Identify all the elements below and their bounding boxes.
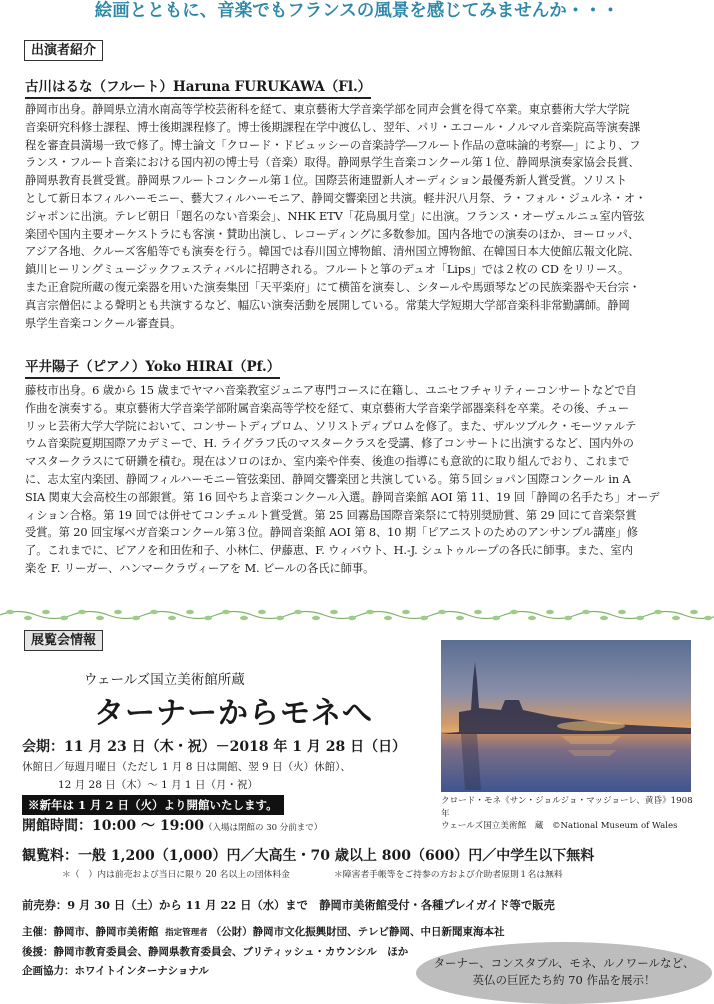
bio-line: 音楽研究科修士課程、博士後期課程修了。博士後期課程在学中渡仏し、翌年、パリ・エコール・ノルマル音楽院高等演奏課 (25, 120, 641, 134)
bio-line: ウム音楽院夏期国際アカデミーで、H. ライグラフ氏のマスタークラスを受講、修了コンサートに出演するなど、国内外の (25, 437, 634, 451)
bio-line: 楽を F. リーガー、ハンマークラヴィーアを M. ビールの各氏に師事。 (25, 561, 375, 575)
bio-line: として新日本フィルハーモニー、藝大フィルハーモニア、静岡交響楽団と共演。軽井沢八月祭、ラ・フォル・ジュルネ・オ・ (25, 191, 647, 205)
admission-fee: 観覧料：一般 1,200（1,000）円／大高生・70 歳以上 800（600）円／中学生以下無料 (22, 848, 595, 864)
organizer-info (22, 924, 504, 939)
bio-line: 了。これまでに、ピアノを和田佐和子、小林仁、伊藤恵、F. ウィバウト、H.-J. シュトゥループの各氏に師事。また、室内 (25, 544, 633, 558)
bio-line: リッヒ芸術大学大学院において、コンサートディプロム、ソリストディプロムを修了。また、ザルツブルク・モーツァルテ (25, 419, 637, 433)
performer-2-bio (25, 382, 705, 578)
new-year-notice: ※新年は 1 月 2 日（火）より開館いたします。 (22, 795, 284, 815)
monet-painting-image (441, 640, 691, 792)
exhibition-period: 会期：11 月 23 日（木・祝）－2018 年 1 月 28 日（日） (22, 739, 407, 755)
hours-note: （入場は閉館の 30 分前まで） (204, 823, 323, 833)
admission-note-2: ＊障害者手帳等をご持参の方および介助者原則１名は無料 (334, 870, 563, 880)
bio-line: ジャポンに出演。テレビ朝日「題名のない音楽会」、NHK ETV「花鳥風月堂」に出演。フランス・オーヴェルニュ室内管弦 (25, 209, 645, 223)
bio-line: 藤枝市出身。6 歳から 15 歳までヤマハ音楽教室ジュニア専門コースに在籍し、ユニセフチャリティーコンサートなどで自 (25, 384, 637, 397)
bio-line: 作曲を演奏する。東京藝術大学音楽学部附属音楽高等学校を経て、東京藝術大学音楽学部器楽科を卒業。その後、チュー (25, 401, 630, 415)
organizer-rest: （公財）静岡市文化振興財団、テレビ静岡、中日新聞東海本社 (210, 926, 505, 938)
performer-2-name: 平井陽子（ピアノ）Yoko HIRAI（Pf.） (25, 358, 280, 379)
closed-days-1: 休館日／毎週月曜日（ただし 1 月 8 日は開館、翌 9 日（火）休館）、 (22, 761, 351, 773)
bio-line: 県学生音楽コンクール審査員。 (25, 316, 182, 330)
cooperation-info: 企画協力：ホワイトインターナショナル (22, 965, 209, 977)
bio-line: に、志太室内楽団、静岡フィルハーモニー管弦楽団、静岡交響楽団と共演している。第５回ショパン国際コンクール in A (25, 472, 631, 486)
closed-days-2: 12 月 28 日（木）～ 1 月 1 日（月・祝） (58, 779, 258, 791)
exhibition-title: ターナーからモネへ (94, 696, 373, 731)
bio-line: マスタークラスにて研鑽を積む。現在はソロのほか、室内楽や伴奏、後進の指導にも意欲的に取り組んでおり、これまで (25, 455, 630, 469)
bio-line: ィション合格。第 19 回では併せてコンチェルト賞受賞。第 25 回霧島国際音楽祭にて特別奨励賞、第 29 回にて音楽祭賞 (25, 508, 637, 522)
bio-line: SIA 関東大会高校生の部銀賞。第 16 回やちよ音楽コンクール入選。静岡音楽館 AOI 第 11、19 回「静岡の名手たち」オーデ (25, 490, 660, 504)
hours-label: 開館時間：10:00 ～ 19:00 (22, 818, 205, 834)
organizer-label: 主催：静岡市、静岡市美術館 (22, 926, 159, 938)
bio-line: ランス・フルート音楽における国内初の博士号（音楽）取得。静岡県学生音楽コンクール第１位、静岡県演奏家協会長賞、 (25, 156, 640, 170)
presale-info: 前売券：9 月 30 日（土）から 11 月 22 日（水）まで 静岡市美術館受付・各種プレイガイド等で販売 (22, 898, 555, 912)
bio-line: アジア各地、クルーズ客船等でも演奏を行う。韓国では春川国立博物館、清州国立博物館、在韓国日本大使館広報文化院、 (25, 245, 640, 259)
painting-caption (441, 795, 703, 833)
performer-1-bio (25, 101, 705, 332)
bio-line: 真言宗僧侶による聲明とも共演するなど、幅広い演奏活動を展開している。常葉大学短期大学部音楽科非常勤講師。静岡 (25, 298, 630, 312)
admission-note-1: ＊（ ）内は前売および当日に限り 20 名以上の団体料金 (62, 870, 290, 880)
bio-line: 静岡市出身。静岡県立清水南高等学校芸術科を経て、東京藝術大学音楽学部を同声会賞を得て卒業。東京藝術大学大学院 (25, 103, 630, 116)
callout-line: 英仏の巨匠たち約 70 作品を展示！ (472, 973, 656, 987)
performer-1-name: 古川はるな（フルート）Haruna FURUKAWA（Fl.） (25, 78, 371, 99)
callout-text (416, 955, 712, 989)
bio-line: 静岡県教育長賞受賞。静岡県フルートコンクール第１位。国際芸術連盟新人オーディション最優秀新人賞受賞。ソリスト (25, 174, 627, 188)
caption-line: ウェールズ国立美術館 蔵 ©National Museum of Wales (441, 821, 678, 831)
designated-manager-label: 指定管理者 (165, 928, 208, 938)
bio-line: 程を審査員満場一致で修了。博士論文「クロード・ドビュッシーの音楽詩学―フルート作品の意味論的考察―」により、フ (25, 138, 641, 152)
performers-section-label: 出演者紹介 (24, 40, 103, 61)
bio-line: 鎮川ヒーリングミュージックフェスティバルに招聘される。フルートと箏のデュオ「Lips」では２枚の CD をリリース。 (25, 263, 630, 277)
callout-line: ターナー、コンスタブル、モネ、ルノワールなど、 (433, 956, 695, 970)
caption-line: クロード・モネ《サン・ジョルジョ・マッジョーレ、黄昏》1908 年 (441, 796, 693, 819)
opening-hours (22, 815, 322, 835)
bio-line: 楽団や国内主要オーケストラにも客演・賛助出演し、レコーディングに多数参加。国内各地での演奏のほか、ヨーロッパ、 (25, 227, 640, 241)
bio-line: また正倉院所蔵の復元楽器を用いた演奏集団「天平楽府」にて横笛を演奏し、シタールや馬頭琴などの民族楽器や天台宗・ (25, 280, 641, 294)
vine-divider-decoration (0, 606, 714, 624)
bio-line: 受賞。第 20 回宝塚ベガ音楽コンクール第３位。静岡音楽館 AOI 第 8、10 期「ピアニストのためのアンサンブル講座」修 (25, 526, 638, 540)
exhibition-subtitle: ウェールズ国立美術館所蔵 (84, 672, 245, 688)
page-header: 絵画とともに、音楽でもフランスの風景を感じてみませんか・・・ (94, 1, 620, 21)
support-info: 後援：静岡市教育委員会、静岡県教育委員会、ブリティッシュ・カウンシル ほか (22, 946, 409, 958)
exhibition-section-label: 展覧会情報 (24, 630, 103, 651)
